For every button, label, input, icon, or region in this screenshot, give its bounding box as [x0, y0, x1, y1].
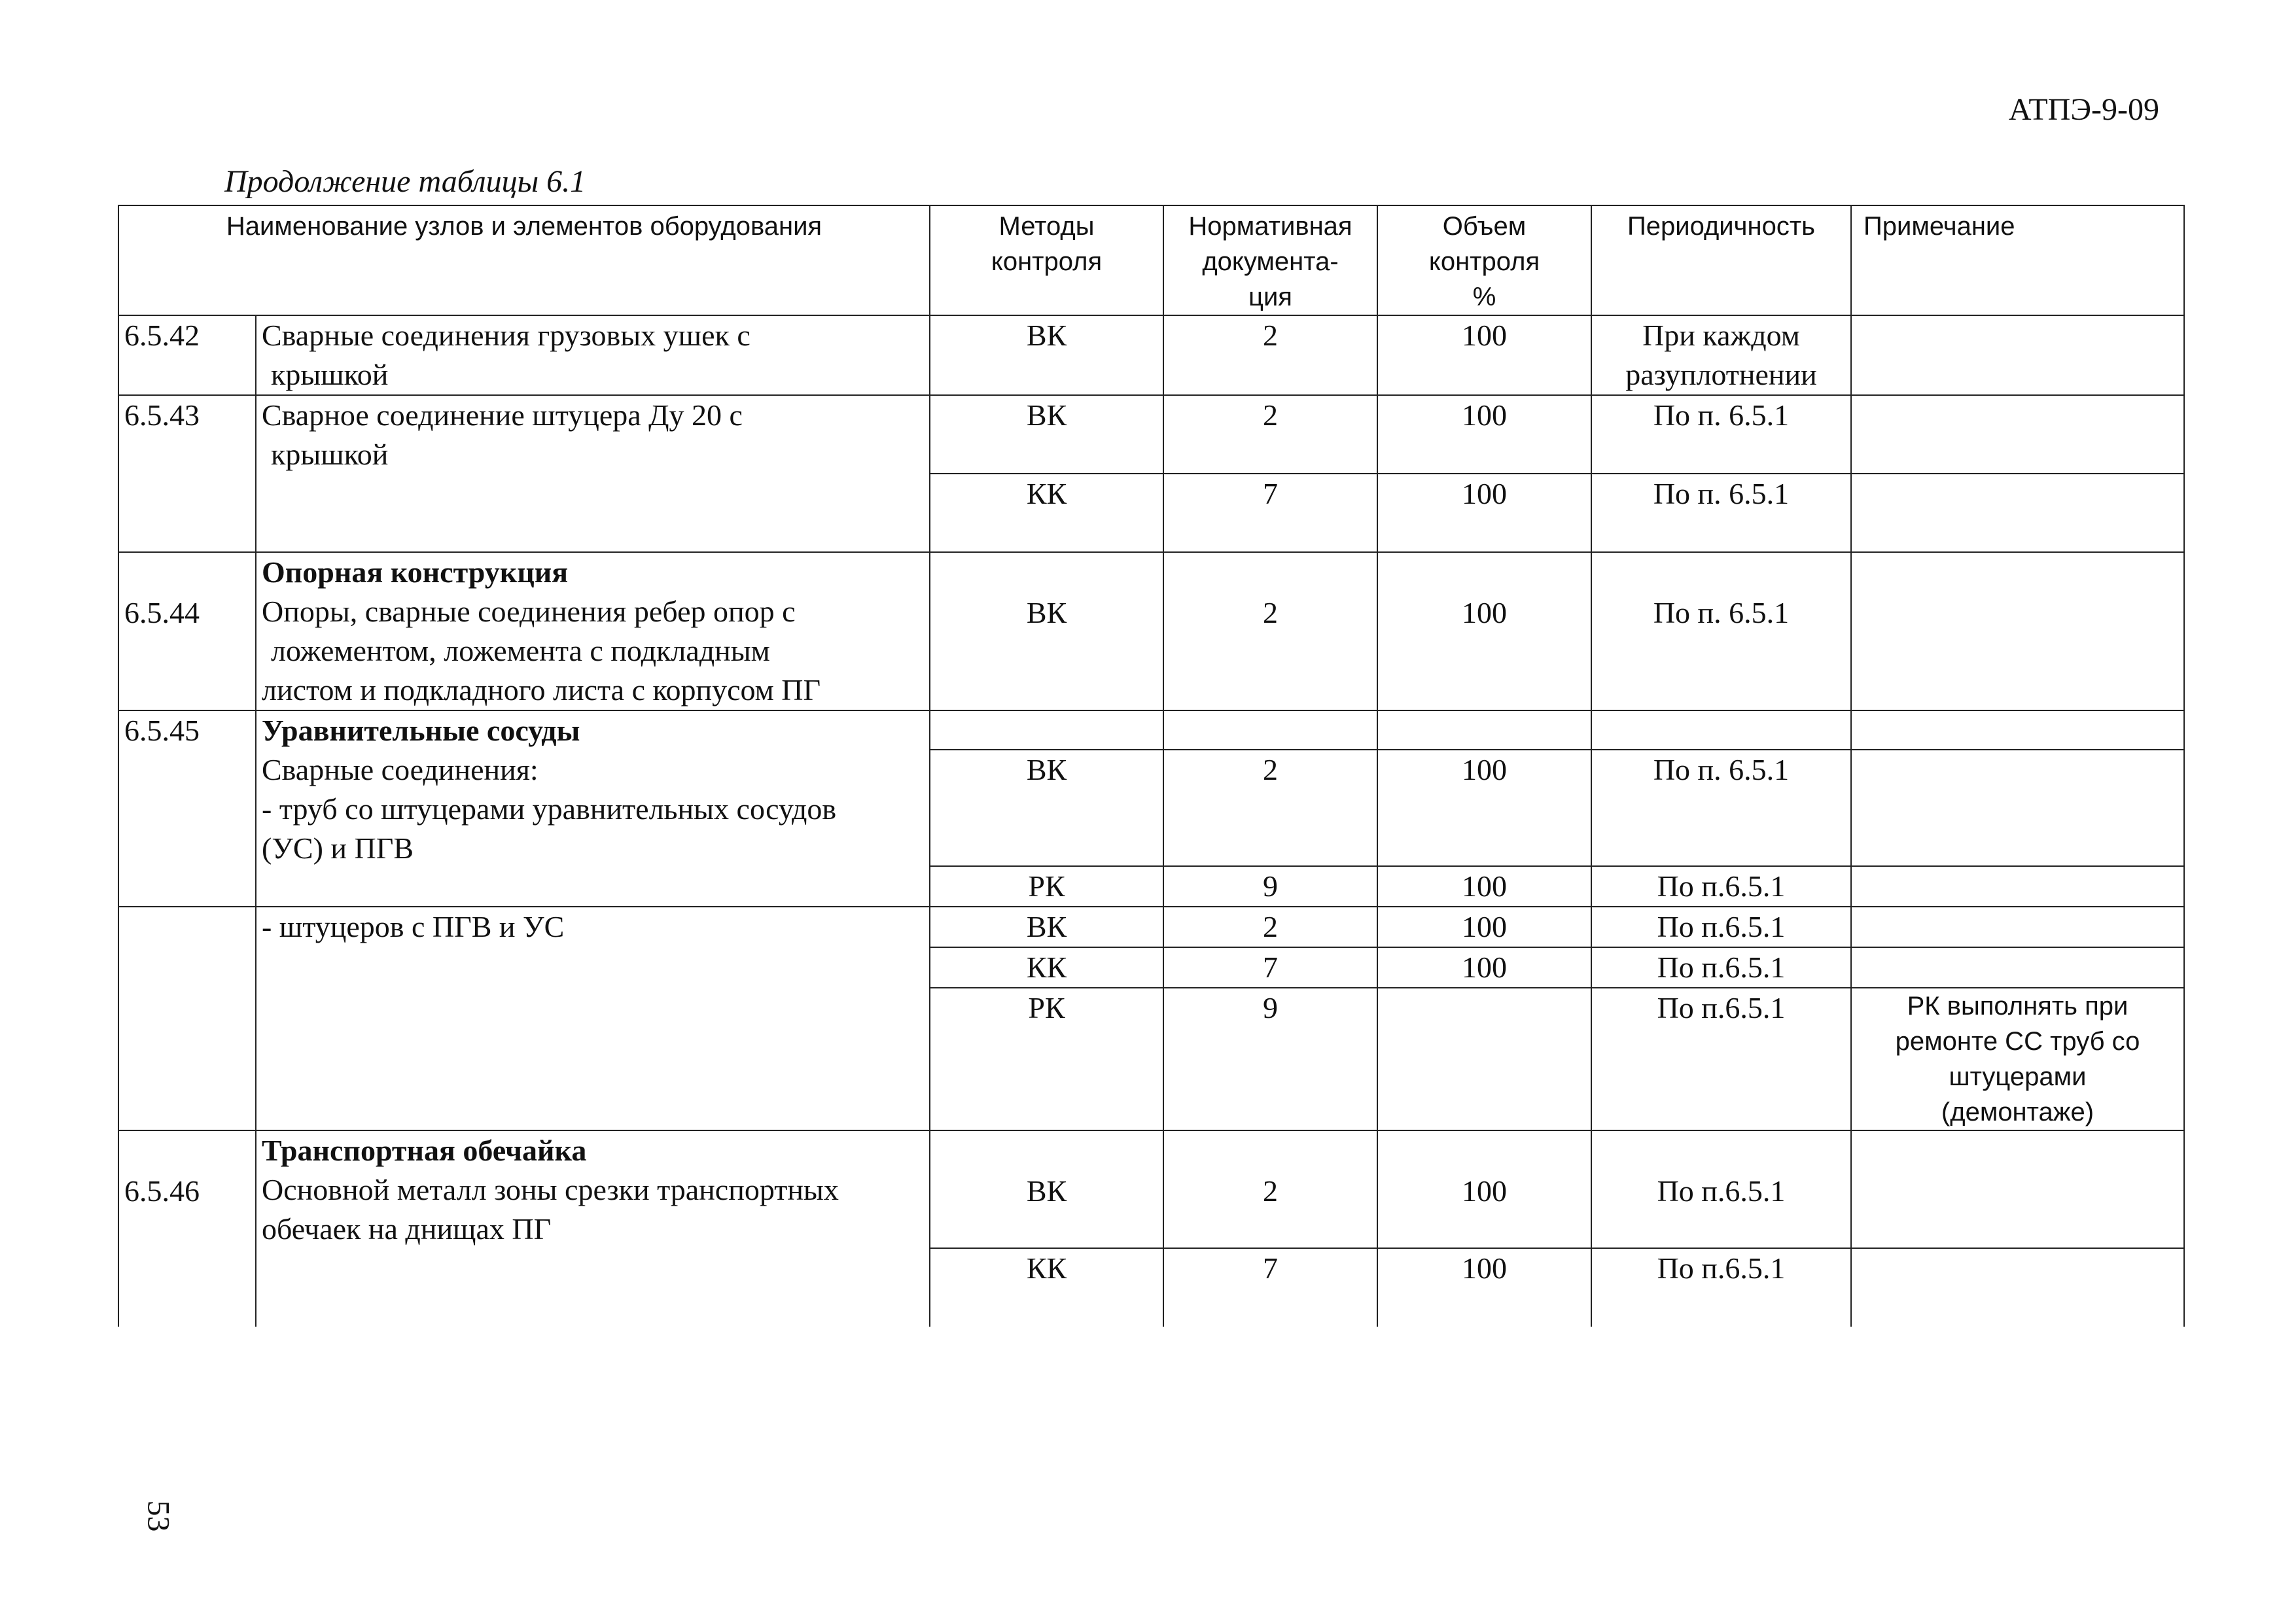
control-method: ВК: [930, 552, 1163, 710]
header-periodicity: Периодичность: [1591, 205, 1851, 315]
section-title: Опорная конструкция: [262, 555, 569, 589]
note: [1851, 552, 2184, 710]
control-volume: 100: [1377, 750, 1591, 866]
control-volume: 100: [1377, 552, 1591, 710]
empty-cell: [1591, 710, 1851, 750]
item-number: 6.5.42: [118, 315, 256, 395]
item-name: Транспортная обечайка Основной металл зоны срезки транспортных обечаек на днищах ПГ: [256, 1130, 930, 1327]
periodicity: По п.6.5.1: [1591, 907, 1851, 947]
control-volume: 100: [1377, 315, 1591, 395]
empty-cell: [1851, 710, 2184, 750]
item-name: Опорная конструкция Опоры, сварные соединения ребер опор с ложементом, ложемента с подкладным листом и подкладного листа с корпусом ПГ: [256, 552, 930, 710]
normative-doc: 7: [1163, 474, 1377, 552]
table-header-row: [118, 205, 2184, 315]
control-method: ВК: [930, 750, 1163, 866]
table-row: [118, 552, 2184, 710]
note: [1851, 1130, 2184, 1248]
periodicity: По п.6.5.1: [1591, 1130, 1851, 1248]
control-volume: 100: [1377, 1248, 1591, 1327]
control-volume: 100: [1377, 474, 1591, 552]
control-method: ВК: [930, 907, 1163, 947]
periodicity: По п. 6.5.1: [1591, 395, 1851, 474]
control-volume: 100: [1377, 395, 1591, 474]
normative-doc: 2: [1163, 1130, 1377, 1248]
control-volume: 100: [1377, 866, 1591, 907]
note: [1851, 866, 2184, 907]
item-number: [118, 907, 256, 1130]
header-normdoc: Нормативная документа- ция: [1163, 205, 1377, 315]
control-method: ВК: [930, 315, 1163, 395]
empty-cell: [930, 710, 1163, 750]
periodicity: По п.6.5.1: [1591, 1248, 1851, 1327]
normative-doc: 2: [1163, 395, 1377, 474]
table-row: [118, 907, 2184, 947]
note: [1851, 750, 2184, 866]
header-name: Наименование узлов и элементов оборудования: [118, 205, 930, 315]
control-table: [118, 205, 2185, 1327]
section-title: Транспортная обечайка: [262, 1134, 587, 1167]
control-method: КК: [930, 474, 1163, 552]
section-title: Уравнительные сосуды: [262, 714, 580, 747]
control-method: РК: [930, 866, 1163, 907]
item-number: 6.5.44: [118, 552, 256, 710]
normative-doc: 2: [1163, 552, 1377, 710]
control-volume: 100: [1377, 1130, 1591, 1248]
item-name: - штуцеров с ПГВ и УС: [256, 907, 930, 1130]
normative-doc: 7: [1163, 1248, 1377, 1327]
note: [1851, 1248, 2184, 1327]
normative-doc: 2: [1163, 907, 1377, 947]
item-name: Сварное соединение штуцера Ду 20 с крышкой: [256, 395, 930, 552]
periodicity: При каждом разуплотнении: [1591, 315, 1851, 395]
periodicity: По п.6.5.1: [1591, 866, 1851, 907]
periodicity: По п.6.5.1: [1591, 947, 1851, 988]
table-row: [118, 395, 2184, 474]
periodicity: По п. 6.5.1: [1591, 552, 1851, 710]
control-method: ВК: [930, 1130, 1163, 1248]
control-method: КК: [930, 1248, 1163, 1327]
control-method: КК: [930, 947, 1163, 988]
item-name: Уравнительные сосуды Сварные соединения: - труб со штуцерами уравнительных сосудов (УС) и ПГВ: [256, 710, 930, 907]
item-number: 6.5.45: [118, 710, 256, 907]
page-number: 53: [141, 1500, 176, 1532]
normative-doc: 2: [1163, 315, 1377, 395]
empty-cell: [1163, 710, 1377, 750]
table-row: [118, 315, 2184, 395]
table-caption: Продолжение таблицы 6.1: [224, 164, 586, 199]
item-number: 6.5.43: [118, 395, 256, 552]
control-volume: 100: [1377, 907, 1591, 947]
document-code: АТПЭ-9-09: [2008, 92, 2159, 127]
header-methods: Методы контроля: [930, 205, 1163, 315]
control-volume: 100: [1377, 947, 1591, 988]
header-volume: Объем контроля %: [1377, 205, 1591, 315]
periodicity: По п.6.5.1: [1591, 988, 1851, 1130]
note: [1851, 395, 2184, 474]
note: [1851, 474, 2184, 552]
normative-doc: 2: [1163, 750, 1377, 866]
item-number: 6.5.46: [118, 1130, 256, 1327]
control-volume: [1377, 988, 1591, 1130]
note: [1851, 315, 2184, 395]
note: [1851, 947, 2184, 988]
periodicity: По п. 6.5.1: [1591, 750, 1851, 866]
normative-doc: 9: [1163, 866, 1377, 907]
note: РК выполнять при ремонте СС труб со штуцерами (демонтаже): [1851, 988, 2184, 1130]
normative-doc: 7: [1163, 947, 1377, 988]
control-method: ВК: [930, 395, 1163, 474]
table-row: [118, 710, 2184, 750]
normative-doc: 9: [1163, 988, 1377, 1130]
header-note: Примечание: [1851, 205, 2184, 315]
empty-cell: [1377, 710, 1591, 750]
table-row: [118, 1130, 2184, 1248]
control-method: РК: [930, 988, 1163, 1130]
note: [1851, 907, 2184, 947]
item-name: Сварные соединения грузовых ушек с крышкой: [256, 315, 930, 395]
periodicity: По п. 6.5.1: [1591, 474, 1851, 552]
